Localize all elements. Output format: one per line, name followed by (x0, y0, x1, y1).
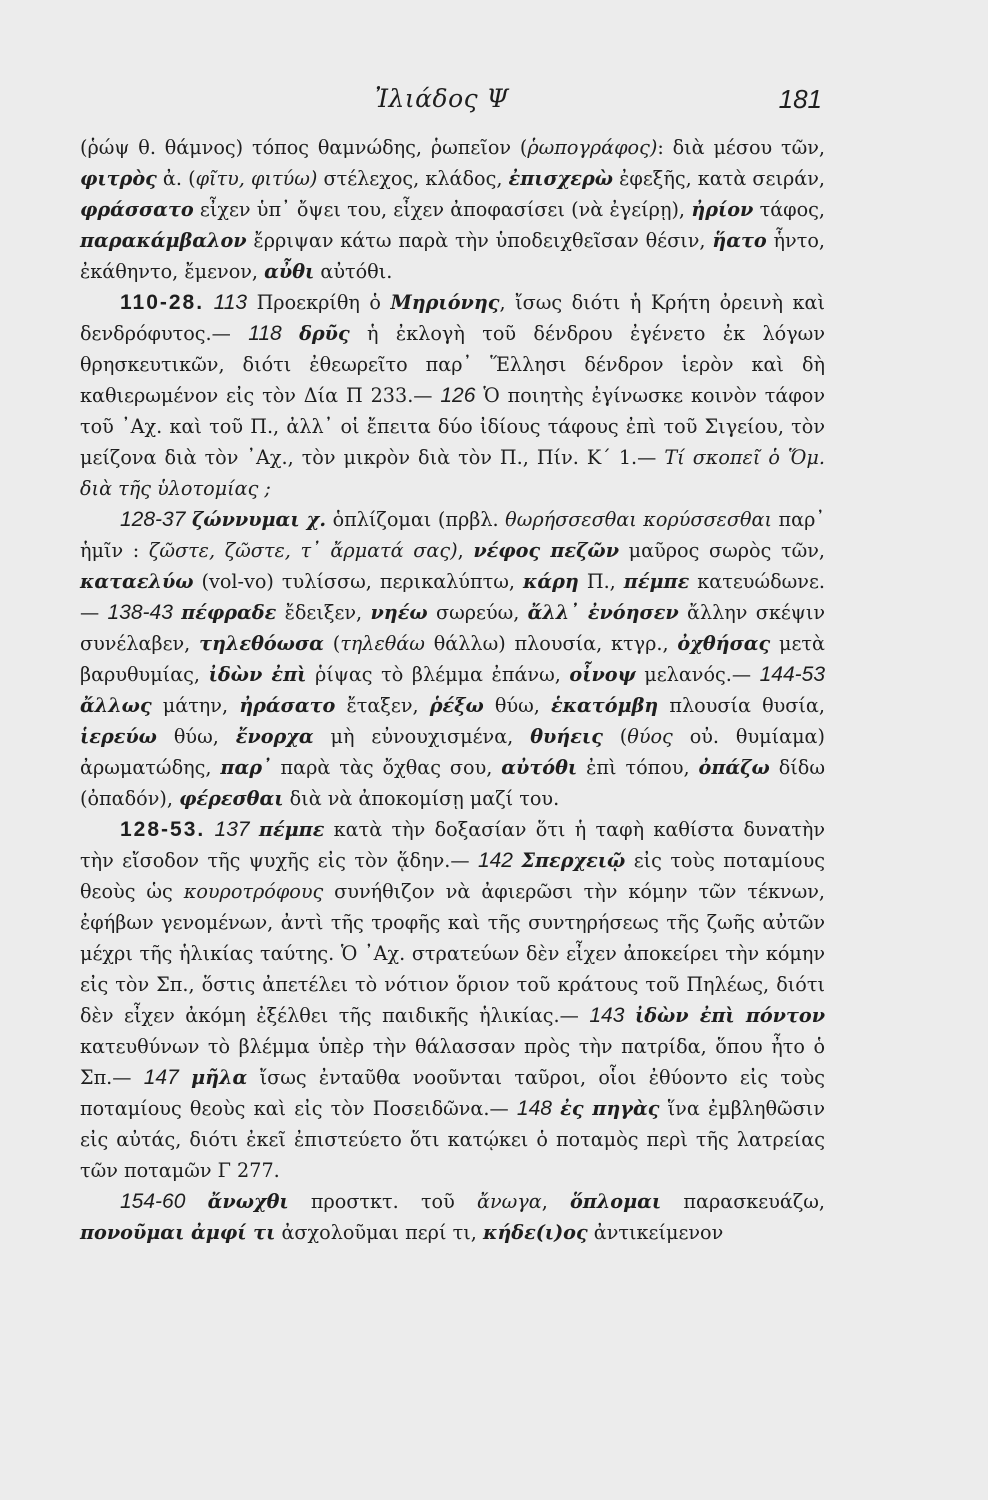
italic-gloss: φῖτυ, φιτύω) (195, 167, 318, 190)
text-run: μετὰ βαρυθυμίας, (80, 632, 825, 686)
headword: κάρη (522, 570, 579, 593)
italic-gloss: θύος (627, 725, 673, 748)
headword: πέφραδε (181, 601, 277, 624)
running-head (80, 84, 822, 118)
verse-number: 147 (143, 1066, 179, 1089)
headword: αὖθι (264, 260, 315, 283)
text-run (624, 1004, 635, 1027)
text-run: διὰ νὰ ἀποκομίσῃ μαζί του. (283, 787, 560, 810)
text-run: ἴσως ἐνταῦθα νοοῦνται ταῦροι, οἷοι ἐθύοντο εἰς τοὺς ποταμίους θεοὺς καὶ εἰς τὸν Ποσειδῶνα.— (80, 1066, 826, 1120)
text-run (552, 1097, 560, 1120)
headword: φέρεσθαι (179, 787, 284, 810)
text-run: ( (602, 725, 628, 748)
headword: ἠράσατο (239, 694, 336, 717)
text-run: πλουσία θυσία, (658, 694, 825, 717)
italic-gloss: θωρήσσεσθαι κορύσσεσθαι (505, 508, 772, 531)
italic-gloss: κουροτρόφους (183, 880, 324, 903)
text-run (204, 291, 214, 314)
text-run: , ἴσως διότι ἡ Κρήτη ὀρεινὴ καὶ δενδρόφυτος.— (80, 291, 825, 345)
text-run (205, 818, 214, 841)
text-run: ἔρριψαν κάτω παρὰ τὴν ὑποδειχθεῖσαν θέσιν, (246, 229, 713, 252)
text-run: παρασκευάζω, (661, 1190, 825, 1213)
text-run: , (457, 539, 474, 562)
text-run (179, 1066, 191, 1089)
verse-number: 137 (214, 818, 250, 841)
headword: ζώννυμαι χ. (191, 508, 327, 531)
text-run: συνήθιζον νὰ ἀφιερῶσι τὴν κόμην τῶν τέκνων, ἐφήβων γενομένων, ἀντὶ τῆς τροφῆς καὶ τῆς συντηρήσεως τῆς ζωῆς αὐτῶν μέχρι τῆς ἡλικίας ταύτης. Ὁ ᾿Αχ. στρατεύων δὲν εἶχεν ἀποκείρει τὴν κόμην εἰς τὸν Σπ., ὅστις ἀπετέλει τὸ νότιον ὅριον τοῦ κράτους τοῦ Πηλέως, διότι δὲν εἶχεν ἀκόμη ἐξέλθει τῆς παιδικῆς ἡλικίας.— (80, 880, 826, 1027)
text-run: θάλλω) πλουσία, κτγρ., (424, 632, 678, 655)
text-run: Προεκρίθη ὁ (247, 291, 391, 314)
text-run: εἶχεν ὑπ᾽ ὄψει του, εἶχεν ἀποφασίσει (νὰ ἐγείρῃ), (193, 198, 692, 221)
headword: ἰδὼν ἐπὶ (208, 663, 307, 686)
text-run: ῥίψας τὸ βλέμμα ἐπάνω, (306, 663, 570, 686)
headword: οἶνοψ (569, 663, 636, 686)
text-run: στέλεχος, κλάδος, (317, 167, 509, 190)
headword: τηλεθόωσα (199, 632, 324, 655)
text-run (185, 1190, 207, 1213)
text-run: δίδω (ὀπαδόν), (80, 756, 825, 810)
headword: φιτρὸς (80, 167, 157, 190)
verse-number: 126 (440, 384, 476, 407)
headword: ὀχθήσας (677, 632, 771, 655)
italic-gloss: ἄνωγα (476, 1190, 542, 1213)
headword: ἱερεύω (80, 725, 157, 748)
text-run: προστκτ. τοῦ (288, 1190, 477, 1213)
italic-gloss: ῥωπογράφος) (527, 136, 658, 159)
commentary-body (80, 132, 825, 1248)
headword: ἥατο (712, 229, 767, 252)
headword: μῆλα (191, 1066, 248, 1089)
text-run: ἔδειξεν, (276, 601, 371, 624)
headword: δρῦς (299, 322, 350, 345)
headword: θυήεις (530, 725, 603, 748)
headword: ἐπισχερὼ (508, 167, 613, 190)
text-run: ἔταξεν, (335, 694, 430, 717)
text-run: κατευώδωνε.— (80, 570, 825, 624)
running-title: Ἰλιάδος Ψ (375, 84, 510, 113)
text-run: , (541, 1190, 570, 1213)
section-range: 128-53. (120, 818, 206, 841)
headword: καταελύω (80, 570, 194, 593)
headword: πέμπε (258, 818, 325, 841)
text-run: ἀντικείμενον (587, 1221, 724, 1244)
text-run: ἐπὶ τόπου, (577, 756, 699, 779)
text-run: (ῥώψ θ. θάμνος) τόπος θαμνώδης, ῥωπεῖον ( (80, 136, 528, 159)
headword: ἄνωχθι (207, 1190, 289, 1213)
headword: παρακάμβαλον (80, 229, 247, 252)
paragraph-2 (80, 287, 825, 504)
text-run (282, 322, 299, 345)
paragraph-1 (80, 132, 825, 287)
text-run: ἧντο, ἐκάθηντο, ἔμενον, (80, 229, 825, 283)
text-run: ἀσχολοῦμαι περί τι, (275, 1221, 483, 1244)
headword: ἄλλως (80, 694, 152, 717)
headword: φράσσατο (80, 198, 194, 221)
text-run (250, 818, 259, 841)
text-run: θύω, (483, 694, 551, 717)
headword: ἐς πηγὰς (560, 1097, 660, 1120)
headword: παρ᾽ (220, 756, 272, 779)
text-run: σωρεύω, (427, 601, 528, 624)
paragraph-5 (80, 1186, 825, 1248)
verse-number: 142 (477, 849, 513, 872)
headword: αὐτόθι (501, 756, 578, 779)
text-run: οὐ. θυμίαμα) ἀρωματώδης, (80, 725, 825, 779)
verse-number: 144-53 (759, 663, 825, 686)
paragraph-4 (80, 814, 825, 1186)
verse-number: 128-37 (120, 508, 186, 531)
paragraph-3 (80, 504, 825, 814)
headword: πέμπε (623, 570, 690, 593)
text-run: ὁπλίζομαι (πρβλ. (326, 508, 506, 531)
text-run: μάτην, (151, 694, 240, 717)
headword: ἰδὼν ἐπὶ πόντον (634, 1004, 826, 1027)
headword: ἔνορχα (235, 725, 314, 748)
headword: ὅπλομαι (570, 1190, 662, 1213)
text-run: παρὰ τὰς ὄχθας σου, (271, 756, 502, 779)
text-run: ἐφεξῆς, κατὰ σειράν, (613, 167, 825, 190)
italic-gloss: Τί σκοπεῖ ὁ Ὅμ. διὰ τῆς ὑλοτομίας ; (80, 446, 825, 500)
headword: κήδε(ι)ος (482, 1221, 588, 1244)
verse-number: 148 (516, 1097, 552, 1120)
text-run: (vol-vo) τυλίσσω, περικαλύπτω, (193, 570, 523, 593)
headword: ἄλλ᾽ ἐνόησεν (527, 601, 679, 624)
headword: ἠρίον (691, 198, 754, 221)
headword: πονοῦμαι ἀμφί τι (80, 1221, 276, 1244)
text-run (173, 601, 181, 624)
text-run: ( (323, 632, 341, 655)
headword: ἑκατόμβη (551, 694, 659, 717)
headword: νέφος πεζῶν (473, 539, 620, 562)
italic-gloss: ζῶστε, ζῶστε, τ᾽ ἄρματά σας) (148, 539, 458, 562)
text-run: ἡ ἐκλογὴ τοῦ δένδρου ἐγένετο ἐκ λόγων θρησκευτικῶν, διότι ἐθεωρεῖτο παρ᾽ Ἕλλησι δένδρον ἱερὸν καὶ δὴ καθιερωμένον εἰς τὸν Δία Π 233.— (80, 322, 825, 407)
text-run: εἰς τοὺς ποταμίους θεοὺς ὡς (80, 849, 825, 903)
text-run: Ὁ ποιητὴς ἐγίνωσκε κοινὸν τάφον τοῦ ᾿Αχ. καὶ τοῦ Π., ἀλλ᾽ οἱ ἔπειτα δύο ἰδίους τάφους ἐπὶ τοῦ Σιγείου, τὸν μείζονα διὰ τὸν ᾿Αχ., τὸν μικρὸν διὰ τὸν Π., Πίν. Κ΄ 1.— (80, 384, 825, 469)
headword: νηέω (370, 601, 428, 624)
text-run: κατὰ τὴν δοξασίαν ὅτι ἡ ταφὴ καθίστα δυνατὴν τὴν εἴσοδον τῆς ψυχῆς εἰς τὸν ᾅδην.— (80, 818, 825, 872)
verse-number: 138-43 (107, 601, 173, 624)
text-run: ἀ. ( (156, 167, 196, 190)
text-run: : διὰ μέσου τῶν, (657, 136, 826, 159)
text-run: τάφος, (753, 198, 825, 221)
verse-number: 143 (589, 1004, 625, 1027)
verse-number: 113 (213, 291, 248, 314)
page-number: 181 (778, 84, 822, 114)
headword: Σπερχειῷ (521, 849, 626, 872)
italic-gloss: τηλεθάω (340, 632, 425, 655)
text-run: ἵνα ἐμβληθῶσιν εἰς αὐτάς, διότι ἐκεῖ ἐπιστεύετο ὅτι κατῴκει ὁ ποταμὸς περὶ τῆς λατρείας τῶν ποταμῶν Γ 277. (80, 1097, 825, 1182)
headword: ὀπάζω (698, 756, 770, 779)
verse-number: 154-60 (120, 1190, 186, 1213)
text-run: ἄλλην σκέψιν συνέλαβεν, (80, 601, 826, 655)
text-run: μὴ εὐνουχισμένα, (313, 725, 531, 748)
section-range: 110-28. (120, 291, 205, 314)
headword: ῥέξω (429, 694, 484, 717)
text-run: θύω, (156, 725, 236, 748)
text-run: Π., (578, 570, 624, 593)
headword: Μηριόνης (390, 291, 500, 314)
text-run: μελανός.— (635, 663, 760, 686)
text-run: αὐτόθι. (314, 260, 393, 283)
verse-number: 118 (248, 322, 282, 345)
text-run: μαῦρος σωρὸς τῶν, (619, 539, 825, 562)
text-run: παρ᾽ ἡμῖν : (80, 508, 825, 562)
text-run: κατευθύνων τὸ βλέμμα ὑπὲρ τὴν θάλασσαν πρὸς τὴν πατρίδα, ὅπου ἦτο ὁ Σπ.— (80, 1035, 825, 1089)
